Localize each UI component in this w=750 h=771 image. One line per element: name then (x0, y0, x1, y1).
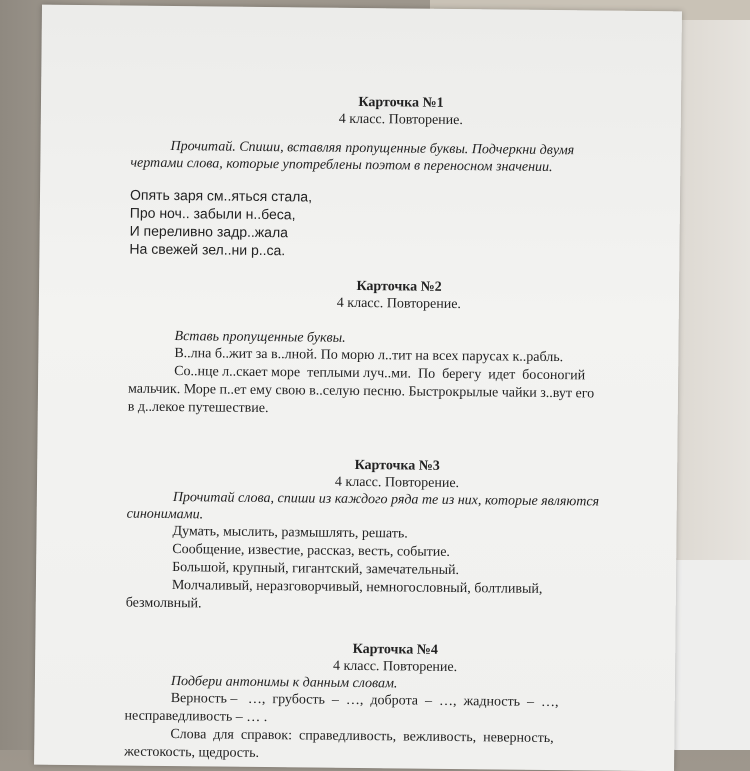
card-1 (129, 92, 671, 264)
card-1-poem-line: Опять заря см..яться стала, (129, 186, 313, 205)
card-1-title: Карточка №1 (358, 94, 444, 111)
card-4-title: Карточка №4 (352, 641, 438, 658)
card-2-subtitle: 4 класс. Повторение. (336, 295, 462, 313)
card-3 (126, 455, 668, 619)
card-3-subtitle: 4 класс. Повторение. (334, 474, 460, 492)
worksheet-content (124, 92, 671, 768)
card-4-subtitle: 4 класс. Повторение. (332, 658, 458, 676)
card-2-text-line: В..лна б..жит за в..лной. По морю л..тит на всех парусах к..рабль. (174, 346, 564, 366)
card-1-instruction-line-1: Прочитай. Спиши, вставляя пропущенные буквы. Подчеркни двумя (170, 139, 575, 159)
card-1-poem-line: И переливно задр..жала (129, 222, 289, 241)
card-3-synonym-row: Большой, крупный, гигантский, замечательный. (172, 560, 460, 579)
card-3-instruction-line-2: синонимами. (126, 506, 204, 523)
card-4-help-line: жестокость, щедрость. (124, 744, 260, 761)
card-2-text-line: Со..нце л..скает море теплыми луч..ми. По берегу идет босоногий (174, 364, 586, 384)
card-4-help-line: Слова для справок: справедливость, вежливость, неверность, (170, 727, 554, 747)
card-2-title: Карточка №2 (356, 278, 442, 295)
card-1-poem-line: Про ноч.. забыли н..беса, (129, 204, 296, 223)
card-2-text-line: мальчик. Море п..ет ему свою в..селую песню. Быстрокрылые чайки з..вут его (127, 381, 595, 402)
card-4-instruction: Подбери антонимы к данным словам. (170, 674, 398, 692)
card-3-synonym-row: Думать, мыслить, размышлять, решать. (172, 524, 408, 542)
card-4-words-line: Верность – …, грубость – …, доброта – …, жадность – …, (170, 691, 559, 711)
card-3-synonym-row: Молчаливый, неразговорчивый, немногословный, болтливый, (171, 578, 543, 597)
card-3-title: Карточка №3 (354, 457, 440, 474)
card-4 (124, 639, 665, 768)
card-1-subtitle: 4 класс. Повторение. (338, 111, 463, 129)
card-4-words-line: несправедливость – … . (124, 708, 268, 726)
worksheet-paper (34, 5, 682, 771)
card-2 (128, 276, 669, 423)
card-1-poem-line: На свежей зел..ни р..са. (129, 240, 286, 259)
card-1-instruction-line-2: чертами слова, которые употреблены поэтом в переносном значении. (130, 155, 553, 176)
card-2-text-line: в д..лекое путешествие. (127, 399, 269, 417)
card-2-instruction: Вставь пропущенные буквы. (174, 329, 346, 346)
card-3-synonym-row-tail: безмолвный. (125, 595, 202, 612)
card-3-instruction-line-1: Прочитай слова, спиши из каждого ряда те из них, которые являются (172, 490, 600, 510)
card-3-synonym-row: Сообщение, известие, рассказ, весть, событие. (172, 542, 451, 560)
